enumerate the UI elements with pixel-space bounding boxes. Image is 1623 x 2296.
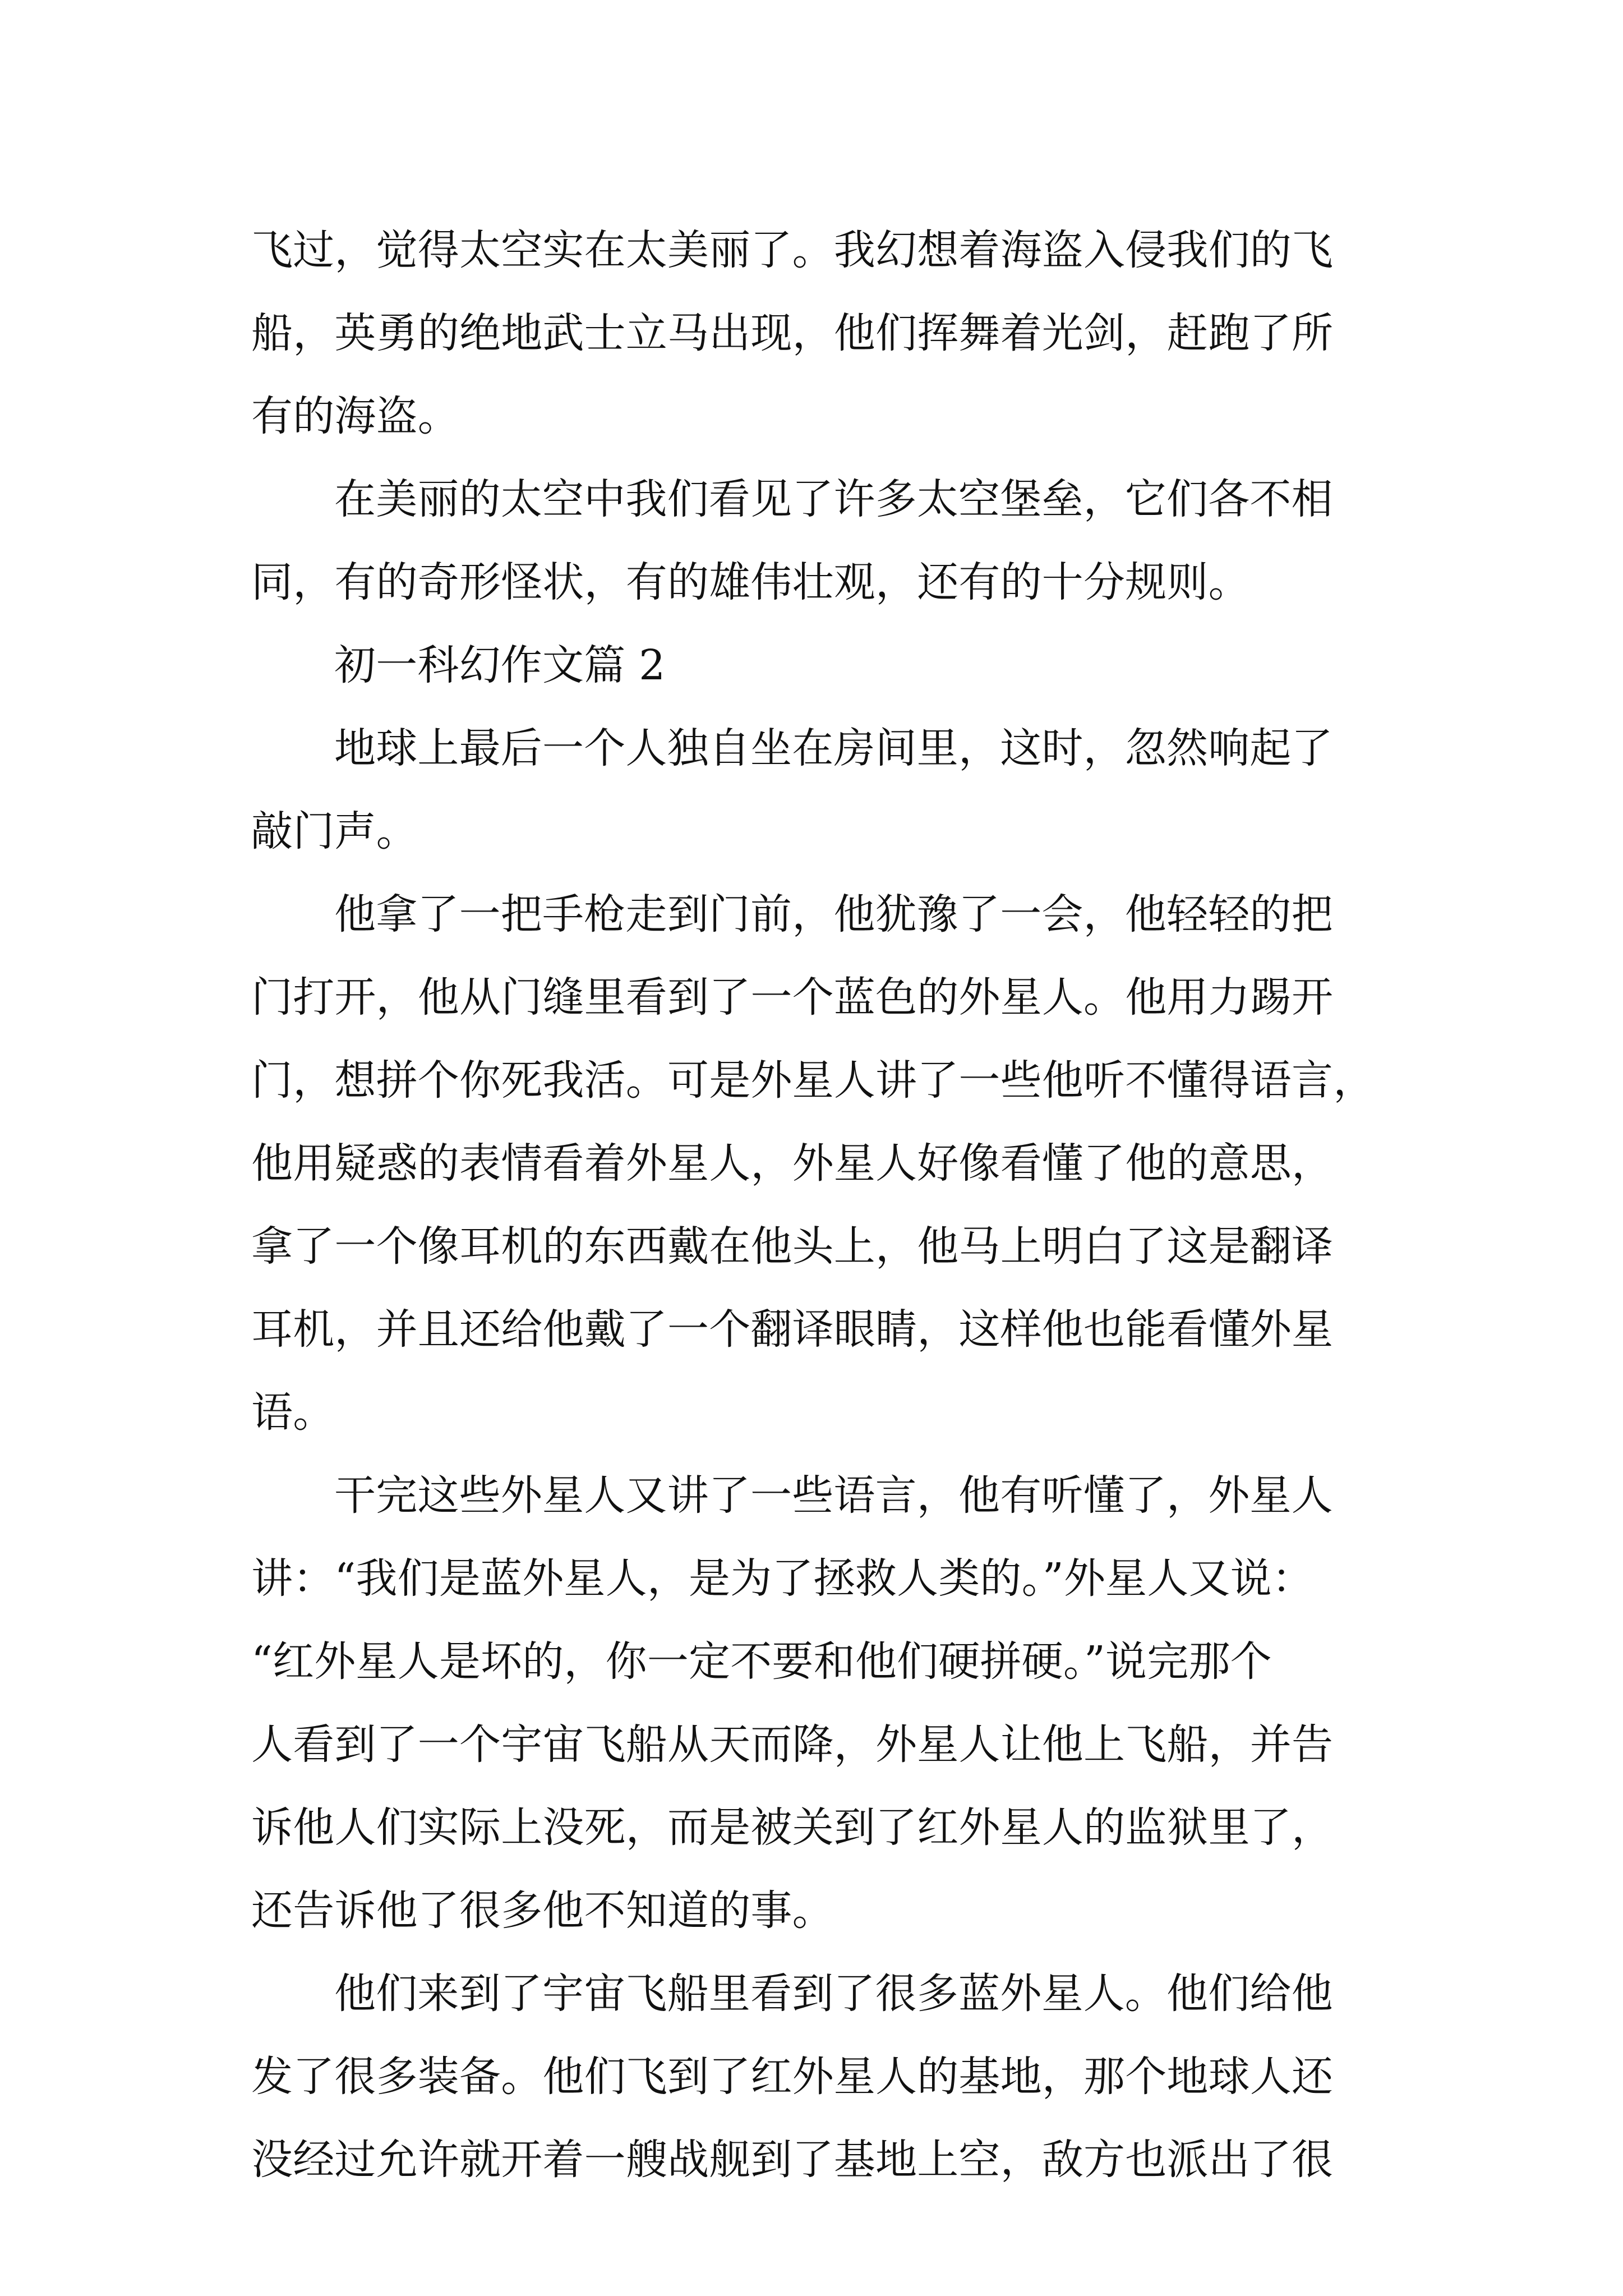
text-line: 干完这些外星人又讲了一些语言，他有听懂了，外星人 xyxy=(334,1471,1333,1520)
text-line: 他拿了一把手枪走到门前，他犹豫了一会，他轻轻的把 xyxy=(334,890,1333,938)
text-line: 讲：“我们是蓝外星人，是为了拯救人类的。”外星人又说： xyxy=(251,1554,1314,1603)
text-line: 地球上最后一个人独自坐在房间里，这时，忽然响起了 xyxy=(334,724,1333,772)
text-line: 同，有的奇形怪状，有的雄伟壮观，还有的十分规则。 xyxy=(251,558,1250,606)
text-line: 语。 xyxy=(251,1388,335,1437)
text-line: 还告诉他了很多他不知道的事。 xyxy=(251,1887,834,1935)
body-text xyxy=(251,209,1390,2201)
text-line: 诉他人们实际上没死，而是被关到了红外星人的监狱里了， xyxy=(251,1803,1334,1852)
text-line: 敲门声。 xyxy=(251,807,418,855)
text-line: 飞过，觉得太空实在太美丽了。我幻想着海盗入侵我们的飞 xyxy=(251,226,1334,274)
text-line: 他们来到了宇宙飞船里看到了很多蓝外星人。他们给他 xyxy=(334,1970,1333,2018)
text-line: 发了很多装备。他们飞到了红外星人的基地，那个地球人还 xyxy=(251,2053,1334,2101)
text-line: 门打开，他从门缝里看到了一个蓝色的外星人。他用力踢开 xyxy=(251,973,1334,1022)
text-line: 在美丽的太空中我们看见了许多太空堡垒，它们各不相 xyxy=(334,475,1333,523)
text-line: 没经过允许就开着一艘战舰到了基地上空，敌方也派出了很 xyxy=(251,2136,1334,2184)
text-line: 拿了一个像耳机的东西戴在他头上，他马上明白了这是翻译 xyxy=(251,1222,1334,1271)
text-line: 船，英勇的绝地武士立马出现，他们挥舞着光剑，赶跑了所 xyxy=(251,309,1334,357)
text-line: 人看到了一个宇宙飞船从天而降，外星人让他上飞船，并告 xyxy=(251,1720,1334,1769)
text-line: 有的海盗。 xyxy=(251,392,459,440)
section-heading: 初一科幻作文篇 2 xyxy=(334,641,666,689)
text-line: 耳机，并且还给他戴了一个翻译眼睛，这样他也能看懂外星 xyxy=(251,1305,1334,1354)
text-line: 他用疑惑的表情看着外星人，外星人好像看懂了他的意思， xyxy=(251,1139,1334,1188)
text-line: “红外星人是坏的，你一定不要和他们硬拼硬。”说完那个 xyxy=(251,1637,1272,1686)
text-line: 门，想拼个你死我活。可是外星人讲了一些他听不懂得语言， xyxy=(251,1056,1375,1105)
